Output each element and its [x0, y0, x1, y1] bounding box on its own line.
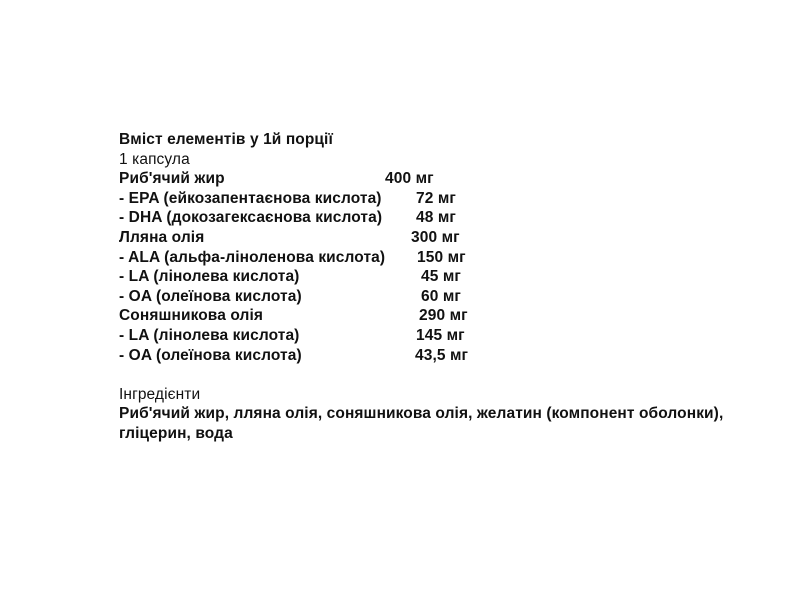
composition-row	[119, 326, 759, 346]
ingredients-heading: Інгредієнти	[119, 385, 201, 403]
row-name: - EPA (ейкозапентаєнова кислота)	[119, 189, 382, 207]
section-spacer	[119, 365, 759, 385]
row-value: 45 мг	[421, 268, 461, 286]
composition-row	[119, 228, 759, 248]
composition-row	[119, 346, 759, 366]
row-name: - OA (олеїнова кислота)	[119, 346, 302, 364]
row-value: 150 мг	[417, 248, 466, 266]
row-value: 145 мг	[416, 326, 465, 344]
row-value: 60 мг	[421, 287, 461, 305]
row-name: Лляна олія	[119, 228, 205, 246]
row-name: Риб'ячий жир	[119, 170, 225, 188]
composition-heading: Вміст елементів у 1й порції	[119, 131, 333, 148]
composition-row	[119, 169, 759, 189]
composition-row	[119, 208, 759, 228]
composition-row	[119, 306, 759, 326]
serving-size: 1 капсула	[119, 150, 190, 168]
row-value: 43,5 мг	[415, 346, 469, 364]
ingredients-text: Риб'ячий жир, лляна олія, соняшникова олія, желатин (компонент оболонки), гліцерин, вода	[119, 405, 724, 443]
row-value: 48 мг	[416, 209, 456, 227]
composition-row	[119, 287, 759, 307]
nutrition-info-panel	[119, 130, 759, 444]
row-name: Соняшникова олія	[119, 307, 264, 325]
row-value: 72 мг	[416, 189, 456, 207]
composition-row	[119, 189, 759, 209]
row-value: 300 мг	[411, 228, 460, 246]
row-name: - OA (олеїнова кислота)	[119, 287, 302, 305]
row-name: - ALA (альфа-ліноленова кислота)	[119, 248, 386, 266]
row-value: 290 мг	[419, 307, 468, 325]
composition-row	[119, 267, 759, 287]
row-value: 400 мг	[385, 170, 434, 188]
composition-row	[119, 248, 759, 268]
row-name: - LA (лінолева кислота)	[119, 326, 300, 344]
row-name: - DHA (докозагексаєнова кислота)	[119, 209, 383, 227]
row-name: - LA (лінолева кислота)	[119, 268, 300, 286]
